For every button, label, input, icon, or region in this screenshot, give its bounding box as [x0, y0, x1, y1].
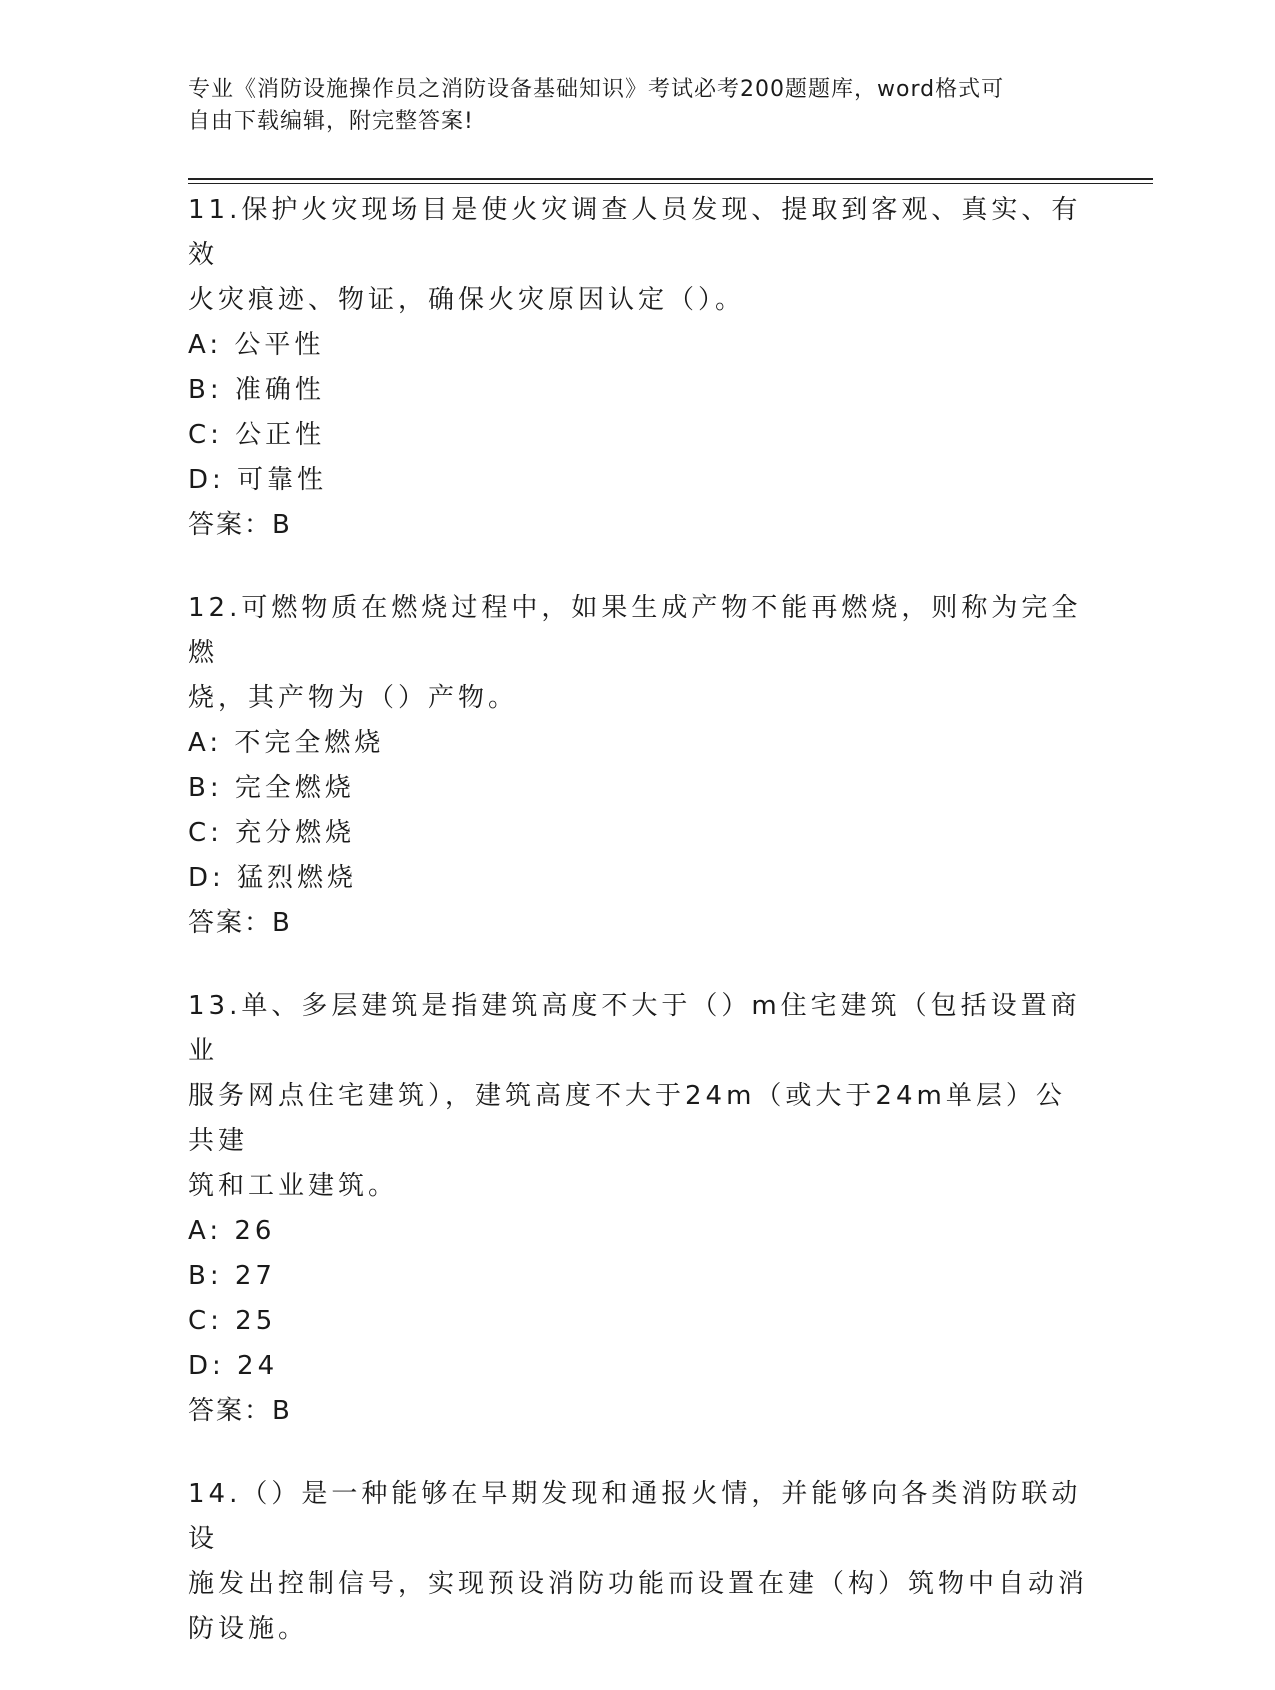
question-text-line: 13.单、多层建筑是指建筑高度不大于（）m住宅建筑（包括设置商业: [188, 991, 1081, 1066]
option-d: D: 可靠性: [188, 465, 328, 495]
header-line-2: 自由下载编辑，附完整答案!: [188, 109, 474, 134]
question-text-line: 烧，其产物为（）产物。: [188, 683, 519, 713]
question-13: [188, 984, 1093, 1434]
question-11: [188, 188, 1093, 548]
header-divider-thin: [188, 183, 1153, 184]
option-c: C: 25: [188, 1306, 277, 1336]
option-a: A: 公平性: [188, 330, 325, 360]
question-text-line: 11.保护火灾现场目是使火灾调查人员发现、提取到客观、真实、有效: [188, 195, 1082, 270]
answer: 答案：B: [188, 1396, 292, 1426]
question-text-line: 施发出控制信号，实现预设消防功能而设置在建（构）筑物中自动消: [188, 1569, 1089, 1599]
question-text-line: 12.可燃物质在燃烧过程中，如果生成产物不能再燃烧，则称为完全燃: [188, 593, 1082, 668]
option-a: A: 26: [188, 1216, 276, 1246]
header-line-1: 专业《消防设施操作员之消防设备基础知识》考试必考200题题库，word格式可: [188, 77, 1005, 102]
document-header: [188, 74, 1088, 138]
option-a: A: 不完全燃烧: [188, 728, 385, 758]
question-text-line: 14.（）是一种能够在早期发现和通报火情，并能够向各类消防联动设: [188, 1479, 1082, 1554]
answer: 答案：B: [188, 510, 292, 540]
question-text-line: 防设施。: [188, 1614, 309, 1644]
answer: 答案：B: [188, 908, 292, 938]
option-b: B: 完全燃烧: [188, 773, 355, 803]
option-c: C: 充分燃烧: [188, 818, 356, 848]
option-d: D: 猛烈燃烧: [188, 863, 358, 893]
question-text-line: 筑和工业建筑。: [188, 1171, 399, 1201]
option-d: D: 24: [188, 1351, 279, 1381]
question-14: [188, 1472, 1093, 1652]
question-12: [188, 586, 1093, 946]
option-b: B: 准确性: [188, 375, 325, 405]
question-text-line: 服务网点住宅建筑），建筑高度不大于24m（或大于24m单层）公共建: [188, 1081, 1066, 1156]
option-b: B: 27: [188, 1261, 276, 1291]
option-c: C: 公正性: [188, 420, 326, 450]
header-divider-thick: [188, 178, 1153, 180]
question-text-line: 火灾痕迹、物证，确保火灾原因认定（）。: [188, 285, 746, 315]
question-list: [188, 188, 1093, 1690]
